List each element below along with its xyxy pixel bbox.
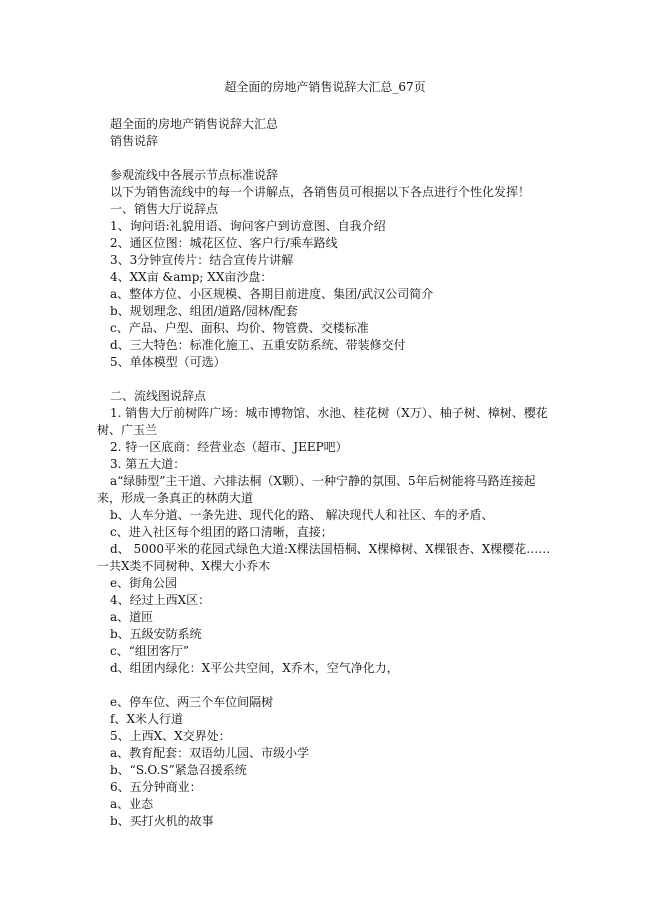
list-item: 1. 销售大厅前树阵广场：城市博物馆、水池、桂花树（X万）、柚子树、樟树、樱花树、广玉兰 [97,406,548,437]
list-item: f、X米人行道 [110,712,183,726]
list-item: a、教育配套：双语幼儿园、市级小学 [110,746,310,760]
document-title: 超全面的房地产销售说辞大汇总_67页 [224,80,426,94]
list-item: 2、通区位图：城花区位、客户行/乘车路线 [110,236,338,250]
intro-line: 参观流线中各展示节点标准说辞 [110,168,279,182]
list-item: 6、五分钟商业： [110,780,202,794]
list-item: 1、询问语:礼貌用语、询问客户到访意图、自我介绍 [110,219,386,233]
list-item: a“绿肺型”主干道、六排法桐（X颗）、一种宁静的氛围、5年后树能将马路连接起来，形成一条真正的林荫大道 [97,474,536,505]
list-item: b、规划理念、组团/道路/园林/配套 [110,304,298,318]
list-item: d、组团内绿化：X平公共空间，X乔木，空气净化力， [110,661,399,675]
list-item: 4、经过上西X区： [110,593,211,607]
list-item: a、道匝 [110,610,154,624]
list-item: c、“组团客厅” [110,644,189,658]
list-item: d、三大特色：标准化施工、五重安防系统、带装修交付 [110,338,406,352]
list-item: e、街角公园 [110,576,178,590]
intro-line: 以下为销售流线中的每一个讲解点，各销售员可根据以下各点进行个性化发挥！ [110,185,531,199]
list-item: c、进入社区每个组团的路口清晰，直接； [110,525,333,539]
list-item: 5、上西X、X交界处： [110,729,231,743]
list-item: 4、XX亩 &amp; XX亩沙盘： [110,270,273,284]
list-item: b、人车分道、一条先进、现代化的路、 解决现代人和社区、车的矛盾、 [110,508,494,522]
list-item: 5、单体模型（可选） [110,355,226,369]
list-item: b、“S.O.S”紧急召援系统 [110,763,247,777]
subheading-line: 销售说辞 [110,134,159,148]
list-item: a、整体方位、小区规模、各期目前进度、集团/武汉公司简介 [110,287,434,301]
list-item: d、 5000平米的花园式绿色大道:X棵法国梧桐、X棵樟树、X棵银杏、X棵樱花……一共X类不同树种、X棵大小乔木 [97,542,551,573]
list-item: 3、3分钟宣传片：结合宣传片讲解 [110,253,294,267]
list-item: c、产品、户型、面积、均价、物管费、交楼标准 [110,321,369,335]
section-heading: 二、流线图说辞点 [110,389,207,403]
section-heading: 一、销售大厅说辞点 [110,202,219,216]
list-item: 3. 第五大道： [110,457,186,471]
list-item: 2. 特一区底商：经营业态（超市、JEEP吧） [110,440,348,454]
list-item: e、停车位、两三个车位间隔树 [110,695,274,709]
list-item: b、买打火机的故事 [110,814,214,828]
list-item: a、业态 [110,797,154,811]
list-item: b、五级安防系统 [110,627,202,641]
heading-line: 超全面的房地产销售说辞大汇总 [110,117,279,131]
